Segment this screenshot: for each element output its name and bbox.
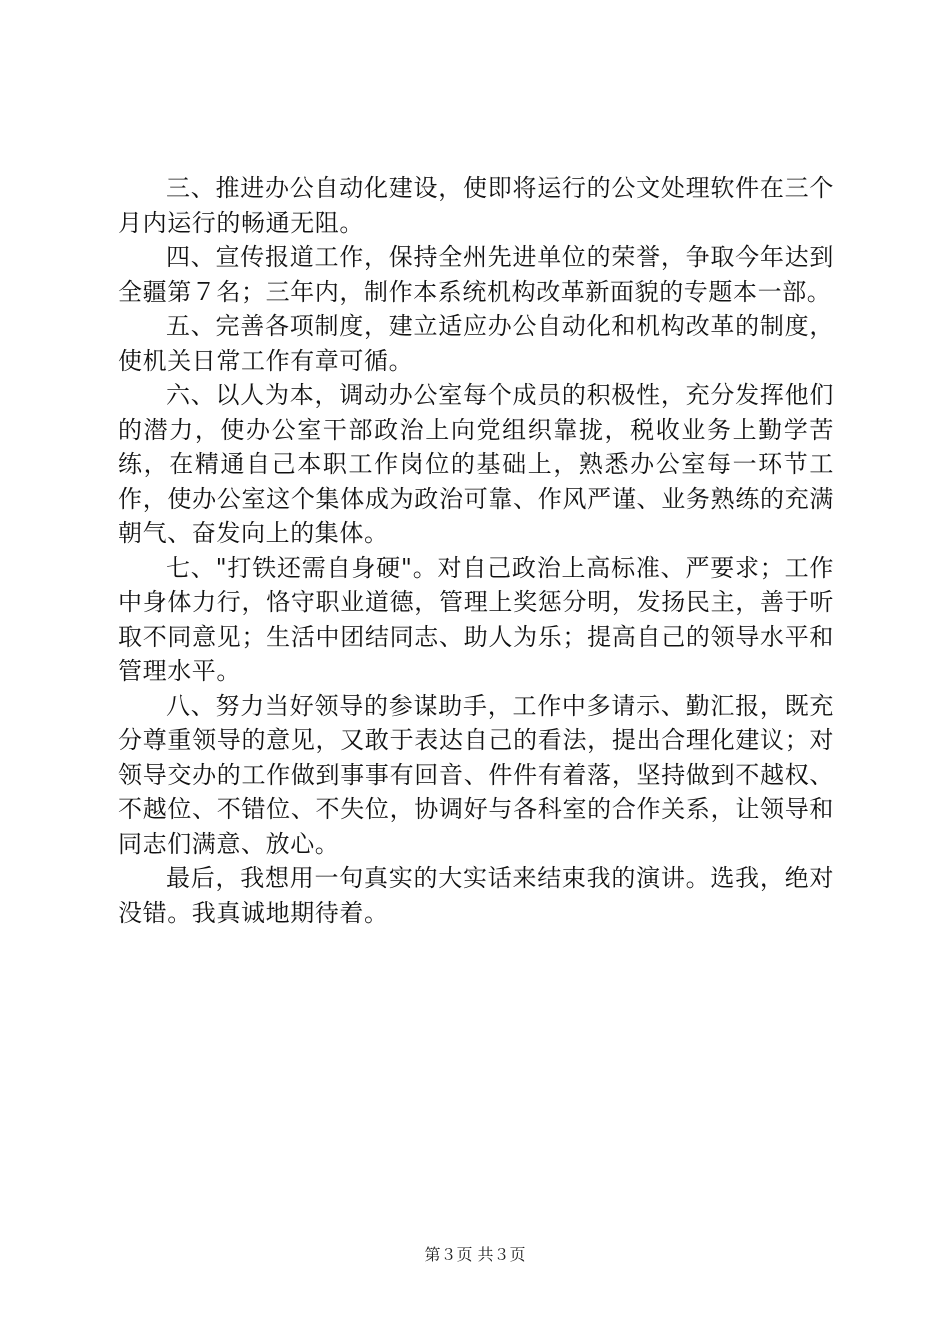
paragraph-7: 七、"打铁还需自身硬"。对自己政治上高标准、严要求；工作中身体力行，恪守职业道德，管理上奖惩分明，发扬民主，善于听取不同意见；生活中团结同志、助人为乐；提高自己的领导水平和管理水平。 <box>118 553 834 685</box>
paragraph-5: 五、完善各项制度，建立适应办公自动化和机构改革的制度，使机关日常工作有章可循。 <box>118 312 834 375</box>
document-body <box>118 171 834 930</box>
paragraph-3: 三、推进办公自动化建设，使即将运行的公文处理软件在三个月内运行的畅通无阻。 <box>118 174 834 237</box>
page-number-footer: 第３页 共３页 <box>424 1245 526 1264</box>
paragraph-8: 八、努力当好领导的参谋助手，工作中多请示、勤汇报，既充分尊重领导的意见，又敢于表达自己的看法，提出合理化建议；对领导交办的工作做到事事有回音、件件有着落，坚持做到不越权、不越位、不错位、不失位，协调好与各科室的合作关系，让领导和同志们满意、放心。 <box>118 691 834 858</box>
paragraph-6: 六、以人为本，调动办公室每个成员的积极性，充分发挥他们的潜力，使办公室干部政治上向党组织靠拢，税收业务上勤学苦练，在精通自己本职工作岗位的基础上，熟悉办公室每一环节工作，使办公室这个集体成为政治可靠、作风严谨、业务熟练的充满朝气、奋发向上的集体。 <box>118 381 834 547</box>
paragraph-closing: 最后，我想用一句真实的大实话来结束我的演讲。选我，绝对没错。我真诚地期待着。 <box>118 864 834 927</box>
paragraph-4: 四、宣传报道工作，保持全州先进单位的荣誉，争取今年达到全疆第７名；三年内，制作本系统机构改革新面貌的专题本一部。 <box>118 243 834 306</box>
